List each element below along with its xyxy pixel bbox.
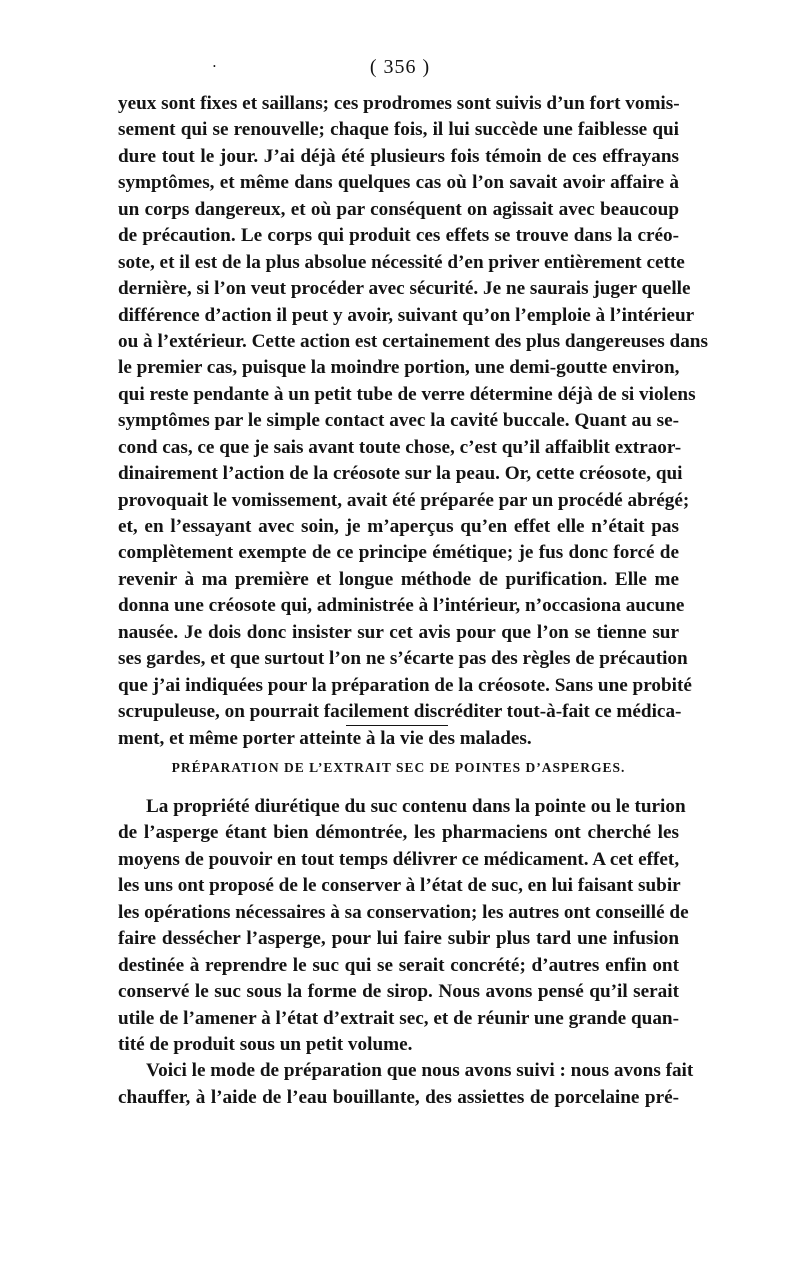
text-line: tité de produit sous un petit volume. <box>118 1033 413 1055</box>
text-line: ou à l’extérieur. Cette action est certainement des plus dangereuses dans <box>118 330 708 352</box>
text-line: La propriété diurétique du suc contenu dans la pointe ou le turion <box>146 796 686 817</box>
text-line: cond cas, ce que je sais avant toute chose, c’est qu’il affaiblit extraor- <box>118 436 682 458</box>
text-line: différence d’action il peut y avoir, suivant qu’on l’emploie à l’intérieur <box>118 304 695 326</box>
text-line: sement qui se renouvelle; chaque fois, il lui succède une faiblesse qui <box>118 119 679 141</box>
text-line: Voici le mode de préparation que nous avons suivi : nous avons fait <box>146 1060 694 1082</box>
text-line: et, en l’essayant avec soin, je m’aperçus qu’en effet elle n’était pas <box>118 516 679 537</box>
text-line: yeux sont fixes et saillans; ces prodromes sont suivis d’un fort vomis- <box>118 93 680 114</box>
section-heading: PRÉPARATION DE L’EXTRAIT SEC DE POINTES D’ASPERGES. <box>171 760 626 775</box>
text-line: les opérations nécessaires à sa conservation; les autres ont conseillé de <box>118 901 689 923</box>
text-line: provoquait le vomissement, avait été préparée par un procédé abrégé; <box>118 489 690 511</box>
paragraph-2 <box>118 794 694 1111</box>
text-line: destinée à reprendre le suc qui se serait concrété; d’autres enfin ont <box>118 954 679 976</box>
text-line: scrupuleuse, on pourrait facilement discréditer tout-à-fait ce médica- <box>118 701 682 723</box>
text-line: sote, et il est de la plus absolue nécessité d’en priver entièrement cette <box>118 251 685 273</box>
text-line: utile de l’amener à l’état d’extrait sec, et de réunir une grande quan- <box>118 1007 679 1029</box>
text-line: moyens de pouvoir en tout temps délivrer ce médicament. A cet effet, <box>118 848 680 870</box>
text-line: que j’ai indiquées pour la préparation de la créosote. Sans une probité <box>118 674 692 696</box>
text-line: faire dessécher l’asperge, pour lui faire subir plus tard une infusion <box>118 928 679 950</box>
text-line: revenir à ma première et longue méthode de purification. Elle me <box>118 568 679 590</box>
text-line: chauffer, à l’aide de l’eau bouillante, des assiettes de porcelaine pré- <box>118 1086 679 1108</box>
text-line: symptômes, et même dans quelques cas où l’on savait avoir affaire à <box>118 172 679 194</box>
text-line: dinairement l’action de la créosote sur la peau. Or, cette créosote, qui <box>118 463 683 485</box>
section-divider <box>346 725 448 726</box>
text-line: nausée. Je dois donc insister sur cet avis pour que l’on se tienne sur <box>118 621 679 643</box>
text-line: dure tout le jour. J’ai déjà été plusieurs fois témoin de ces effrayans <box>118 145 679 167</box>
text-line: dernière, si l’on veut procéder avec sécurité. Je ne saurais juger quelle <box>118 278 691 300</box>
page-mark: • <box>213 62 217 71</box>
text-line: ment, et même porter atteinte à la vie des malades. <box>118 727 532 749</box>
text-line: qui reste pendante à un petit tube de verre détermine déjà de si violens <box>118 383 696 405</box>
page-number <box>0 56 800 79</box>
text-line: ses gardes, et que surtout l’on ne s’écarte pas des règles de précaution <box>118 648 688 670</box>
text-line: donna une créosote qui, administrée à l’intérieur, n’occasiona aucune <box>118 595 685 617</box>
text-line: un corps dangereux, et où par conséquent on agissait avec beaucoup <box>118 198 679 220</box>
text-line: de l’asperge étant bien démontrée, les pharmaciens ont cherché les <box>118 822 679 844</box>
text-line: de précaution. Le corps qui produit ces effets se trouve dans la créo- <box>118 225 679 247</box>
paragraph-1 <box>118 91 708 752</box>
text-line: complètement exempte de ce principe émétique; je fus donc forcé de <box>118 542 679 564</box>
text-line: symptômes par le simple contact avec la cavité buccale. Quant au se- <box>118 410 679 432</box>
text-line: le premier cas, puisque la moindre portion, une demi-goutte environ, <box>118 357 680 379</box>
text-line: les uns ont proposé de le conserver à l’état de suc, en lui faisant subir <box>118 875 681 897</box>
page-number-text: ( 356 ) <box>369 56 431 78</box>
text-line: conservé le suc sous la forme de sirop. Nous avons pensé qu’il serait <box>118 981 679 1003</box>
